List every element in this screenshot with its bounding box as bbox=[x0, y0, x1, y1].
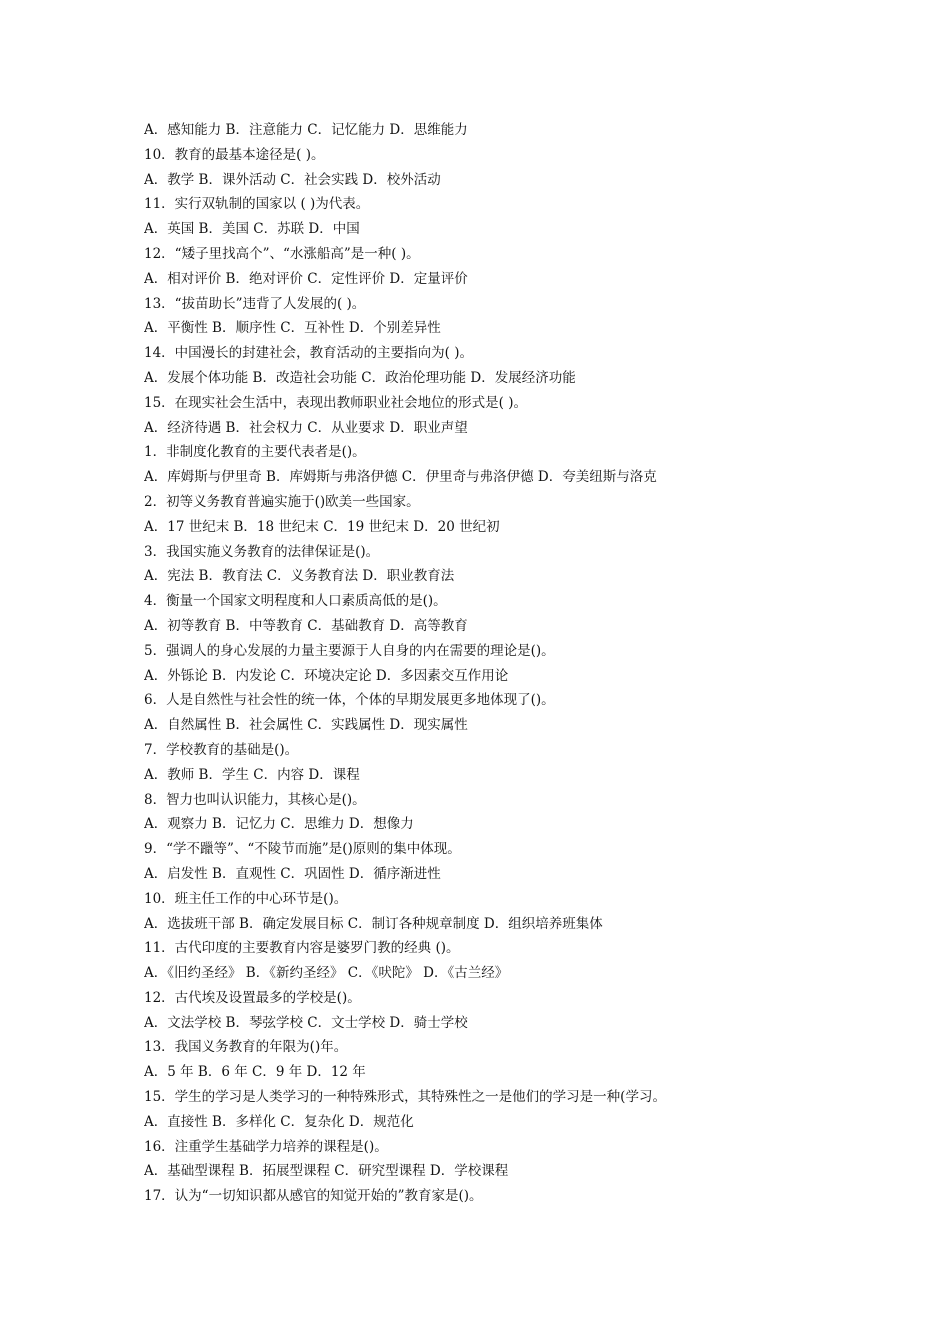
answer-options-line: A．外铄论 B．内发论 C．环境决定论 D．多因素交互作用论 bbox=[144, 667, 509, 684]
question-line: 12．古代埃及设置最多的学校是()。 bbox=[144, 989, 361, 1006]
answer-options-line: A．初等教育 B．中等教育 C．基础教育 D．高等教育 bbox=[144, 617, 468, 634]
answer-options-line: A．库姆斯与伊里奇 B．库姆斯与弗洛伊德 C．伊里奇与弗洛伊德 D．夸美纽斯与洛克 bbox=[144, 469, 657, 486]
question-line: 7．学校教育的基础是()。 bbox=[144, 741, 299, 758]
answer-options-line: A．自然属性 B．社会属性 C．实践属性 D．现实属性 bbox=[144, 717, 468, 734]
question-list bbox=[144, 118, 884, 1209]
question-line: 3．我国实施义务教育的法律保证是()。 bbox=[144, 543, 380, 560]
answer-options-line: A．选拔班干部 B．确定发展目标 C．制订各种规章制度 D．组织培养班集体 bbox=[144, 915, 603, 932]
answer-options-line: A．经济待遇 B．社会权力 C．从业要求 D．职业声望 bbox=[144, 419, 468, 436]
question-line: 16．注重学生基础学力培养的课程是()。 bbox=[144, 1138, 388, 1155]
answer-options-line: A．17 世纪末 B．18 世纪末 C．19 世纪末 D．20 世纪初 bbox=[144, 518, 500, 535]
answer-options-line: A．宪法 B．教育法 C．义务教育法 D．职业教育法 bbox=[144, 568, 455, 585]
question-line: 15．学生的学习是人类学习的一种特殊形式，其特殊性之一是他们的学习是一种(学习。 bbox=[144, 1089, 666, 1106]
question-line: 10．教育的最基本途径是( )。 bbox=[144, 146, 325, 163]
answer-options-line: A．5 年 B．6 年 C．9 年 D．12 年 bbox=[144, 1064, 366, 1081]
question-line: 13．我国义务教育的年限为()年。 bbox=[144, 1039, 348, 1056]
question-line: 6．人是自然性与社会性的统一体，个体的早期发展更多地体现了()。 bbox=[144, 692, 555, 709]
question-line: 2．初等义务教育普遍实施于()欧美一些国家。 bbox=[144, 493, 420, 510]
question-line: 1．非制度化教育的主要代表者是()。 bbox=[144, 444, 366, 461]
answer-options-line: A．相对评价 B．绝对评价 C．定性评价 D．定量评价 bbox=[144, 270, 468, 287]
question-line: 12．“矮子里找高个”、“水涨船高”是一种( )。 bbox=[144, 245, 420, 262]
question-line: 17．认为“一切知识都从感官的知觉开始的”教育家是()。 bbox=[144, 1188, 483, 1205]
answer-options-line: A．英国 B．美国 C．苏联 D．中国 bbox=[144, 221, 360, 238]
answer-options-line: A．发展个体功能 B．改造社会功能 C．政治伦理功能 D．发展经济功能 bbox=[144, 369, 576, 386]
question-line: 13．“拔苗助长”违背了人发展的( )。 bbox=[144, 295, 366, 312]
question-line: 14．中国漫长的封建社会，教育活动的主要指向为( )。 bbox=[144, 345, 474, 362]
answer-options-line: A．观察力 B．记忆力 C．思维力 D．想像力 bbox=[144, 816, 414, 833]
question-line: 11．实行双轨制的国家以 ( )为代表。 bbox=[144, 196, 370, 213]
answer-options-line: A．平衡性 B．顺序性 C．互补性 D．个别差异性 bbox=[144, 320, 441, 337]
question-line: 15．在现实社会生活中，表现出教师职业社会地位的形式是( )。 bbox=[144, 394, 528, 411]
question-line: 4．衡量一个国家文明程度和人口素质高低的是()。 bbox=[144, 593, 447, 610]
answer-options-line: A．直接性 B．多样化 C．复杂化 D．规范化 bbox=[144, 1113, 414, 1130]
question-line: 5．强调人的身心发展的力量主要源于人自身的内在需要的理论是()。 bbox=[144, 642, 555, 659]
question-line: 10．班主任工作的中心环节是()。 bbox=[144, 890, 348, 907]
answer-options-line: A．基础型课程 B．拓展型课程 C．研究型课程 D．学校课程 bbox=[144, 1163, 509, 1180]
answer-options-line: A．教学 B．课外活动 C．社会实践 D．校外活动 bbox=[144, 171, 441, 188]
answer-options-line: A．《旧约圣经》 B．《新约圣经》 C．《吠陀》 D．《古兰经》 bbox=[144, 965, 509, 982]
question-line: 9．“学不躐等”、“不陵节而施”是()原则的集中体现。 bbox=[144, 841, 461, 858]
answer-options-line: A．教师 B．学生 C．内容 D．课程 bbox=[144, 766, 360, 783]
answer-options-line: A．感知能力 B．注意能力 C．记忆能力 D．思维能力 bbox=[144, 122, 468, 138]
question-line: 11．古代印度的主要教育内容是婆罗门教的经典 ()。 bbox=[144, 940, 460, 957]
answer-options-line: A．启发性 B．直观性 C．巩固性 D．循序渐进性 bbox=[144, 865, 441, 882]
question-line: 8．智力也叫认识能力，其核心是()。 bbox=[144, 791, 366, 808]
answer-options-line: A．文法学校 B．琴弦学校 C．文士学校 D．骑士学校 bbox=[144, 1014, 468, 1031]
